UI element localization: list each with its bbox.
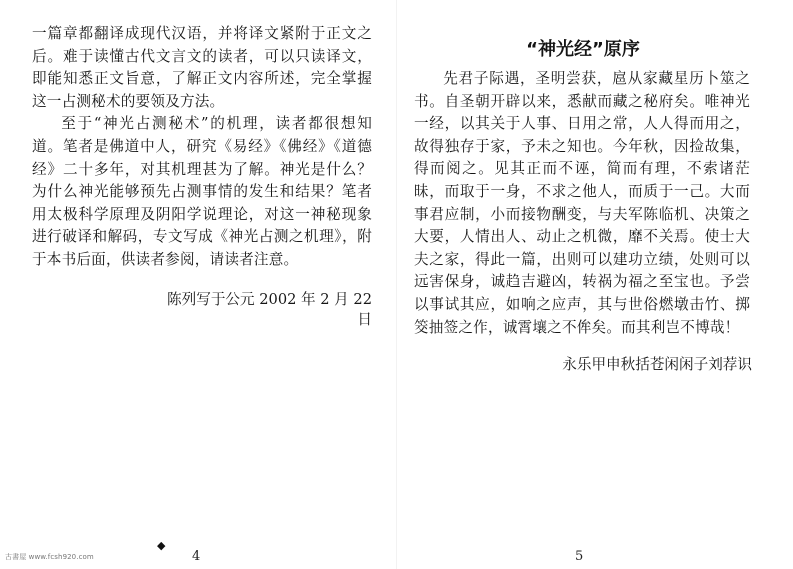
left-paragraph-1: 一篇章都翻译成现代汉语，并将译文紧附于正文之后。难于读懂古代文言文的读者，可以只读译文，即能知悉正文旨意，了解正文内容所述，完全掌握这一占测秘术的要领及方法。 <box>32 25 372 110</box>
right-page-signature: 永乐甲申秋括苍闲闲子刘荐识 <box>562 356 752 373</box>
right-page-text <box>414 68 750 339</box>
right-paragraph-1: 先君子际遇，圣明尝获，扈从家藏星历卜筮之书。自圣朝开辟以来，悉献而藏之秘府矣。唯神光一经，以其关于人事、日用之常，人人得而用之，故得独存于家，予未之知也。今年秋，因捡故集，得而阅之。见其正而不诬，简而有理，不索诸茫昧，而取于一身，不求之他人，而质于一己。大而事君应制，小而接物酬变，与夫军陈临机、决策之大要，人情出人、动止之机微，靡不关焉。使士大夫之家，得此一篇，出则可以建功立绩，处则可以远害保身，诚趋吉避凶，转祸为福之至宝也。予尝以事试其应，如响之应声，其与世俗燃墩击竹、掷筊抽签之作，诚霄壤之不侔矣。而其利岂不博哉！ <box>414 70 750 336</box>
left-page <box>0 0 396 569</box>
site-watermark: 古書屋 www.fcsh920.com <box>5 553 94 561</box>
scan-mark: ◆ <box>157 539 166 552</box>
left-page-signature: 陈列写于公元 2002 年 2 月 22 日 <box>167 291 372 328</box>
left-page-text <box>32 23 372 272</box>
right-page-number: 5 <box>575 549 584 564</box>
left-paragraph-2: 至于“神光占测秘术”的机理，读者都很想知道。笔者是佛道中人，研究《易经》《佛经》《道德经》二十多年，对其机理甚为了解。神光是什么？为什么神光能够预先占测事情的发生和结果？笔者用太极科学原理及阴阳学说理论，对这一神秘现象进行破译和解码，专文写成《神光占测之机理》，附于本书后面，供读者参阅，请读者注意。 <box>32 115 372 268</box>
right-page-title: “神光经”原序 <box>526 39 640 60</box>
left-page-number: 4 <box>192 549 201 564</box>
